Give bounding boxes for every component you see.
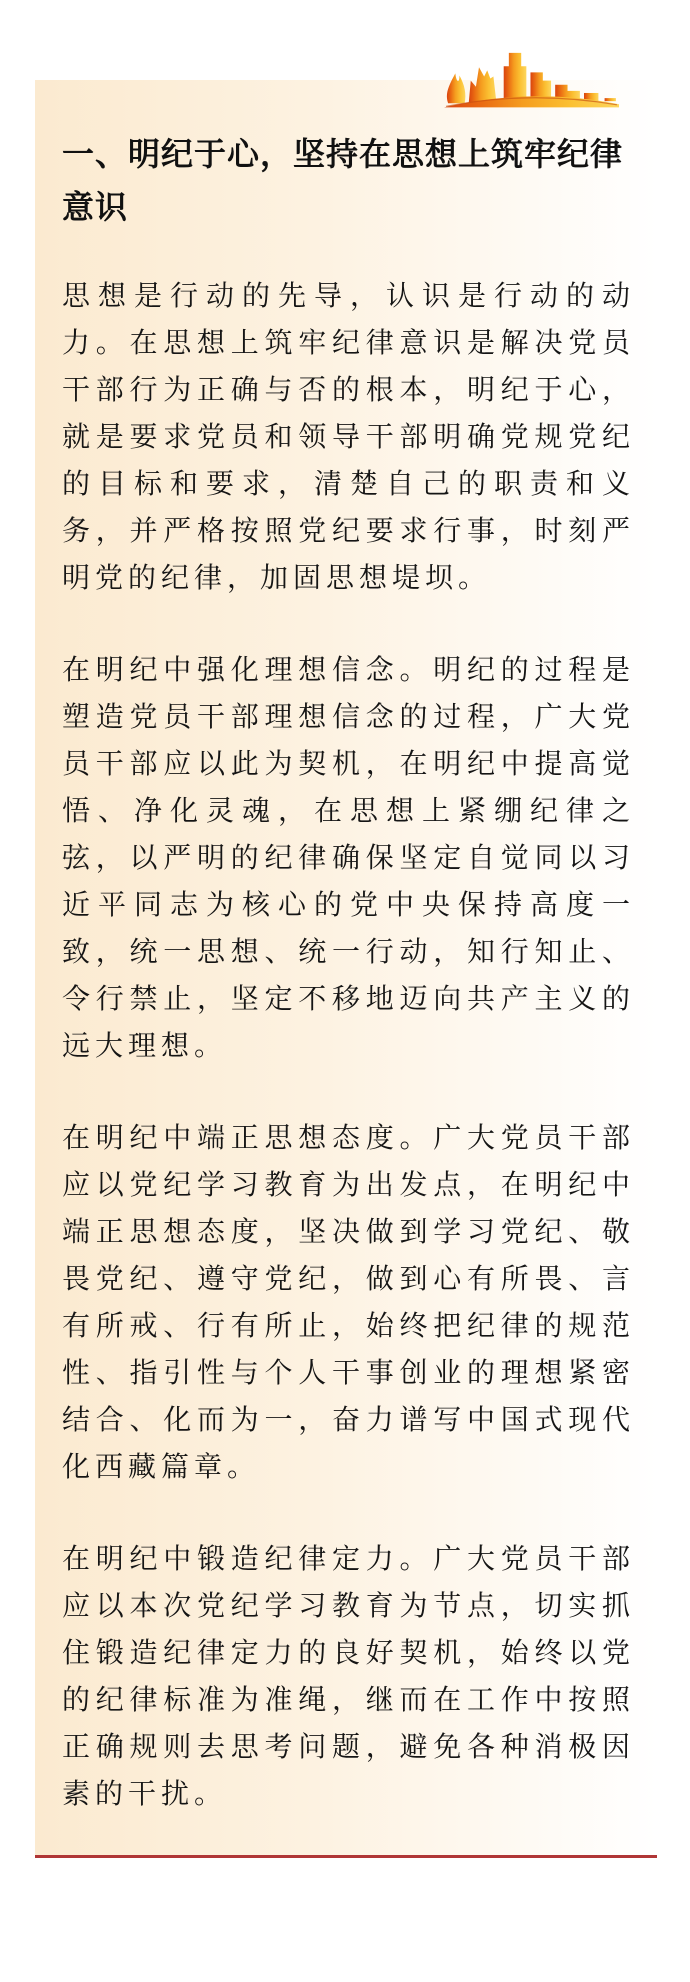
paragraph-1: 思想是行动的先导，认识是行动的动力。在思想上筑牢纪律意识是解决党员干部行为正确与否的根本，明纪于心，就是要求党员和领导干部明确党规党纪的目标和要求，清楚自己的职责和义务，并严格按照党纪要求行事，时刻严明党的纪律，加固思想堤坝。 bbox=[62, 280, 635, 593]
city-skyline-flame-icon bbox=[444, 45, 619, 108]
section-heading: 一、明纪于心，坚持在思想上筑牢纪律意识 bbox=[62, 136, 624, 225]
paragraph-3: 在明纪中端正思想态度。广大党员干部应以党纪学习教育为出发点，在明纪中端正思想态度，坚决做到学习党纪、敬畏党纪、遵守党纪，做到心有所畏、言有所戒、行有所止，始终把纪律的规范性、指引性与个人干事创业的理想紧密结合、化而为一，奋力谱写中国式现代化西藏篇章。 bbox=[62, 1122, 635, 1482]
red-divider-line bbox=[35, 1855, 657, 1858]
paragraph-4: 在明纪中锻造纪律定力。广大党员干部应以本次党纪学习教育为节点，切实抓住锻造纪律定力的良好契机，始终以党的纪律标准为准绳，继而在工作中按照正确规则去思考问题，避免各种消极因素的干扰。 bbox=[62, 1543, 635, 1809]
content-card bbox=[35, 80, 657, 1858]
page bbox=[0, 80, 690, 1982]
paragraph-2: 在明纪中强化理想信念。明纪的过程是塑造党员干部理想信念的过程，广大党员干部应以此为契机，在明纪中提高觉悟、净化灵魂，在思想上紧绷纪律之弦，以严明的纪律确保坚定自觉同以习近平同志为核心的党中央保持高度一致，统一思想、统一行动，知行知止、令行禁止，坚定不移地迈向共产主义的远大理想。 bbox=[62, 654, 635, 1061]
